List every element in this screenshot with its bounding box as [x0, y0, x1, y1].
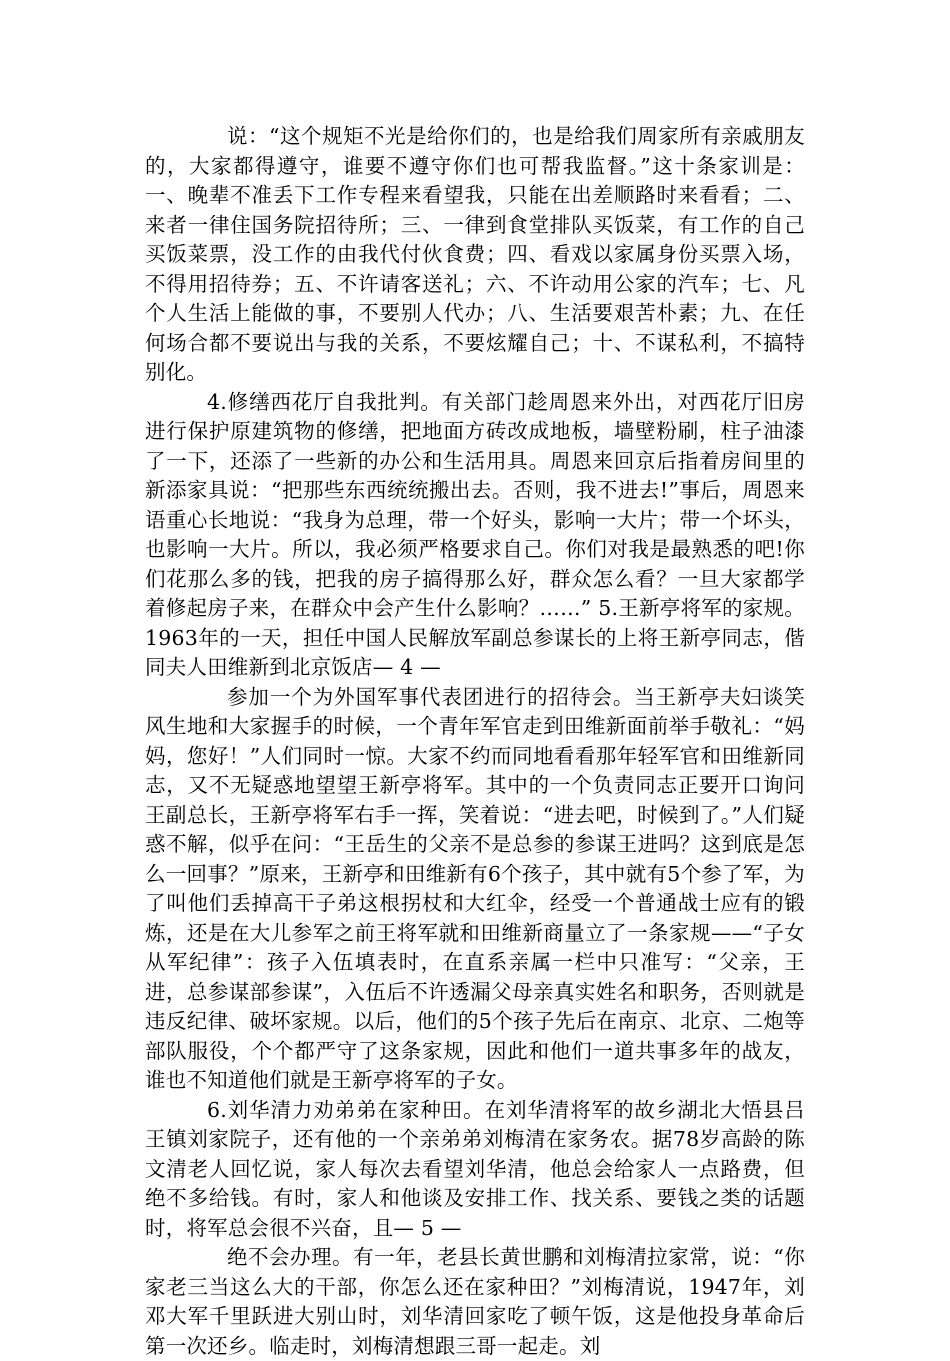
paragraph-wang-xinting: 参加一个为外国军事代表团进行的招待会。当王新亭夫妇谈笑风生地和大家握手的时候，一个青年军官走到田维新面前举手敬礼：“妈妈，您好！”人们同时一惊。大家不约而同地看看那年轻军官和田维新同志，又不无疑惑地望望王新亭将军。其中的一个负责同志正要开口询问王副总长，王新亭将军右手一挥，笑着说：“进去吧，时候到了。”人们疑惑不解，似乎在问：“王岳生的父亲不是总参的参谋王进吗？这到底是怎么一回事？”原来，王新亭和田维新有6个孩子，其中就有5个参了军，为了叫他们丢掉高干子弟这根拐杖和大红伞，经受一个普通战士应有的锻炼，还是在大儿参军之前王将军就和田维新商量立了一条家规——“子女从军纪律”：孩子入伍填表时，在直系亲属一栏中只准写：“父亲，王进，总参谋部参谋”，入伍后不许透漏父母亲真实姓名和职务，否则就是违反纪律、破坏家规。以后，他们的5个孩子先后在南京、北京、二炮等部队服役，个个都严守了这条家规，因此和他们一道共事多年的战友，谁也不知道他们就是王新亭将军的子女。: [145, 684, 805, 1092]
paragraph-liu-huaqing: 6.刘华清力劝弟弟在家种田。在刘华清将军的故乡湖北大悟县吕王镇刘家院子，还有他的一个亲弟弟刘梅清在家务农。据78岁高龄的陈文清老人回忆说，家人每次去看望刘华清，他总会给家人一点路费，但绝不多给钱。有时，家人和他谈及安排工作、找关系、要钱之类的话题时，将军总会很不兴奋，且— 5 —: [145, 1097, 805, 1240]
paragraph-family-rules: 说：“这个规矩不光是给你们的，也是给我们周家所有亲戚朋友的，大家都得遵守，谁要不遵守你们也可帮我监督。”这十条家训是：一、晚辈不准丢下工作专程来看望我，只能在出差顺路时来看看；二、来者一律住国务院招待所；三、一律到食堂排队买饭菜，有工作的自己买饭菜票，没工作的由我代付伙食费；四、看戏以家属身份买票入场，不得用招待券；五、不许请客送礼；六、不许动用公家的汽车；七、凡个人生活上能做的事，不要别人代办；八、生活要艰苦朴素；九、在任何场合都不要说出与我的关系，不要炫耀自己；十、不谋私利，不搞特别化。: [145, 124, 805, 384]
document-page: [145, 122, 805, 1361]
paragraph-liu-meiqing: 绝不会办理。有一年，老县长黄世鹏和刘梅清拉家常，说：“你家老三当这么大的干部，你怎么还在家种田？”刘梅清说，1947年，刘邓大军千里跃进大别山时，刘华清回家吃了顿午饭，这是他投身革命后第一次还乡。临走时，刘梅清想跟三哥一起走。刘: [145, 1245, 805, 1358]
paragraph-xihuating: 4.修缮西花厅自我批判。有关部门趁周恩来外出，对西花厅旧房进行保护原建筑物的修缮，把地面方砖改成地板，墙壁粉刷，柱子油漆了一下，还添了一些新的办公和生活用具。周恩来回京后指着房间里的新添家具说：“把那些东西统统搬出去。否则，我不进去!”事后，周恩来语重心长地说：“我身为总理，带一个好头，影响一大片；带一个坏头，也影响一大片。所以，我必须严格要求自己。你们对我是最熟悉的吧!你们花那么多的钱，把我的房子搞得那么好，群众怎么看？一旦大家都学着修起房子来，在群众中会产生什么影响？……” 5.王新亭将军的家规。1963年的一天，担任中国人民解放军副总参谋长的上将王新亭同志，偕同夫人田维新到北京饭店— 4 —: [145, 389, 805, 679]
